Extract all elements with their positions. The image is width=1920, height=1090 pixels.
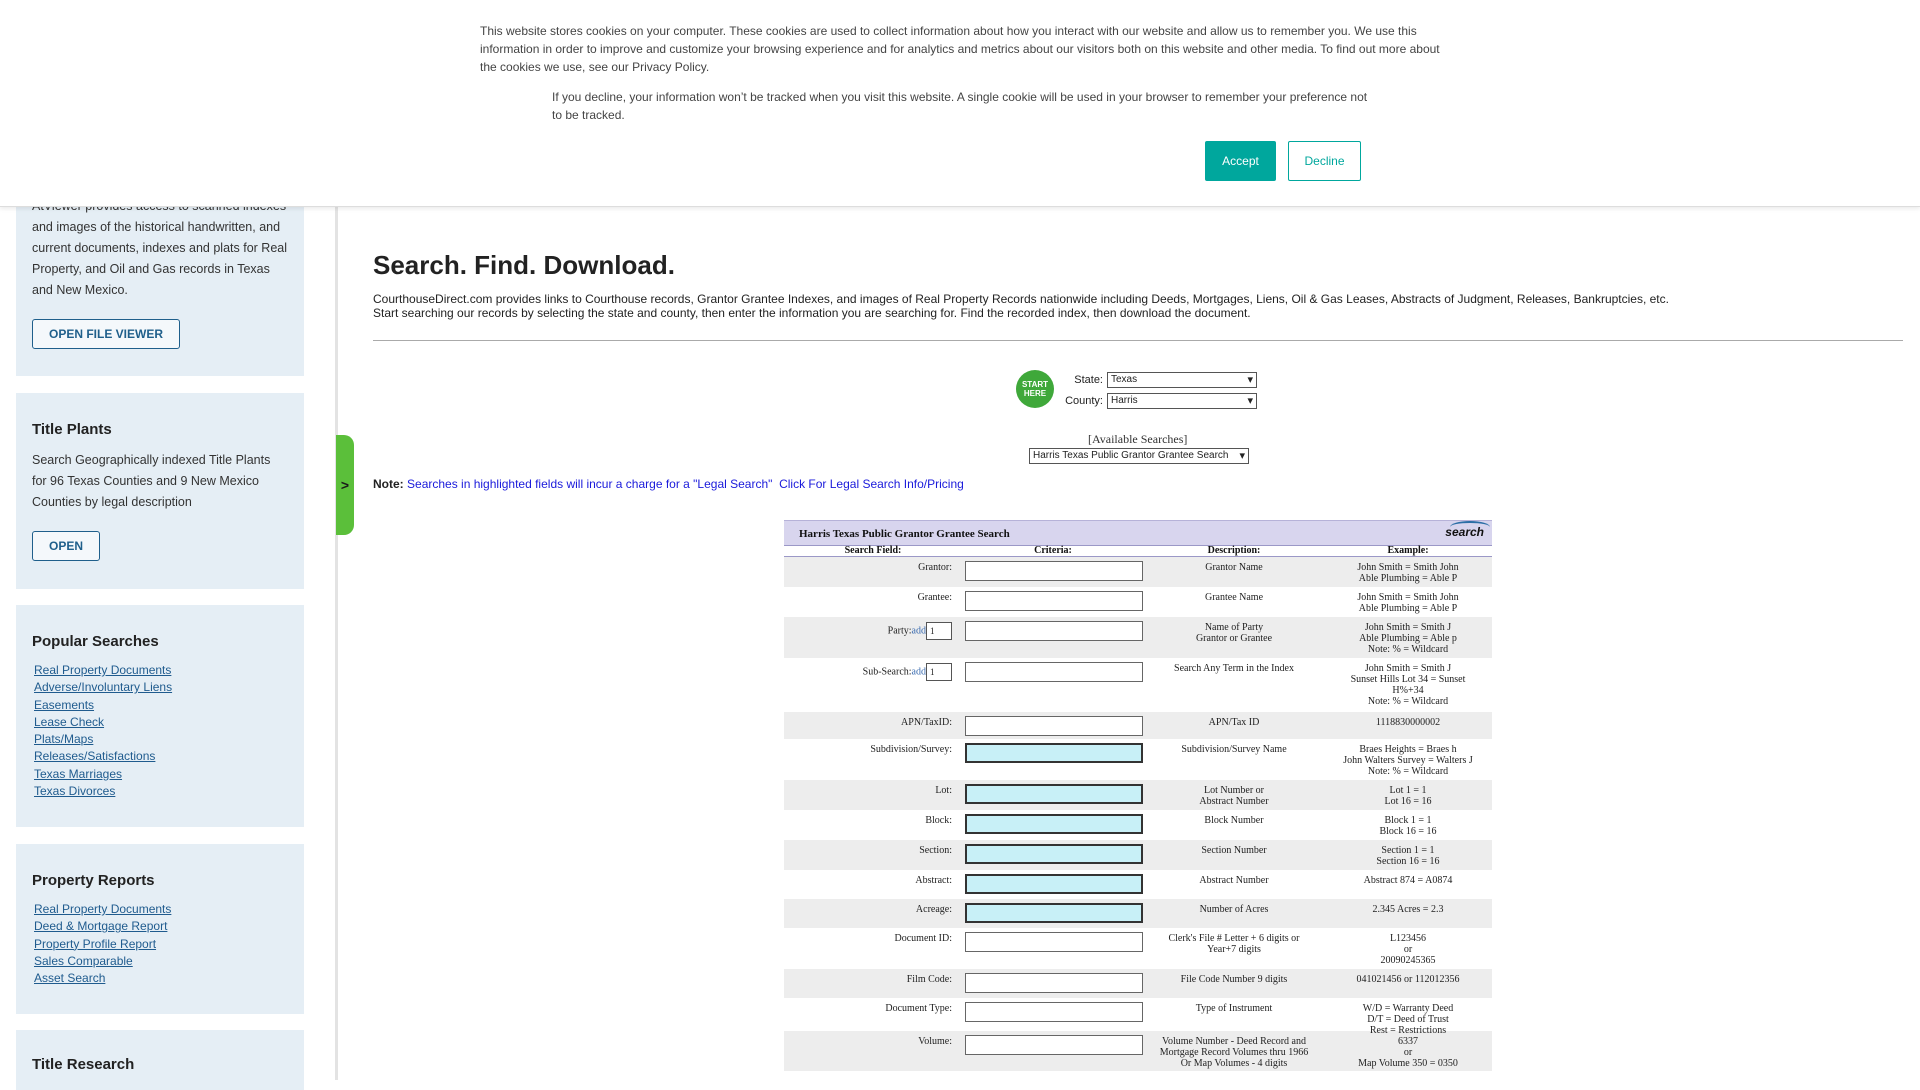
field-label: Abstract: xyxy=(915,875,952,886)
field-cell xyxy=(784,969,962,998)
state-row xyxy=(1063,372,1257,388)
note-text: Searches in highlighted fields will incur a charge for a "Legal Search" xyxy=(407,477,773,491)
field-cell xyxy=(784,557,962,587)
description-cell: Volume Number - Deed Record and Mortgage Record Volumes thru 1966 Or Map Volumes - 4 digits xyxy=(1159,1036,1309,1069)
example-cell: Section 1 = 1 Section 16 = 16 xyxy=(1376,845,1440,867)
table-row xyxy=(784,810,1492,840)
table-row xyxy=(784,840,1492,870)
example-cell: John Smith = Smith J Able Plumbing = Able p Note: % = Wildcard xyxy=(1359,622,1457,655)
popular-searches-heading: Popular Searches xyxy=(32,633,159,650)
table-row xyxy=(784,739,1492,780)
criteria-input[interactable] xyxy=(965,662,1143,682)
criteria-cell xyxy=(962,780,1144,810)
criteria-input[interactable] xyxy=(965,743,1143,763)
table-row xyxy=(784,712,1492,739)
available-searches-select[interactable]: Harris Texas Public Grantor Grantee Search ▾ xyxy=(1029,448,1249,464)
description-cell: Name of Party Grantor or Grantee xyxy=(1195,622,1273,644)
field-cell xyxy=(784,870,962,899)
example-cell: W/D = Warranty Deed D/T = Deed of Trust Rest = Restrictions xyxy=(1362,1003,1454,1036)
table-row xyxy=(784,998,1492,1036)
start-here-badge: START HERE xyxy=(1016,370,1054,408)
field-cell xyxy=(784,617,962,658)
criteria-cell xyxy=(962,840,1144,870)
field-cell xyxy=(784,658,962,712)
popular-link-plats-maps[interactable]: Plats/Maps xyxy=(34,732,94,747)
example-cell: John Smith = Smith John Able Plumbing = Able P xyxy=(1357,562,1459,584)
criteria-input[interactable] xyxy=(965,844,1143,864)
col-description: Description: xyxy=(1207,545,1261,556)
description-cell: Search Any Term in the Index xyxy=(1174,663,1294,674)
table-row xyxy=(784,1031,1492,1071)
intro-line-2: Start searching our records by selecting the state and county, then enter the information you are searching for. Find the recorded index, then download the document. xyxy=(373,306,1251,320)
criteria-input[interactable] xyxy=(965,1002,1143,1022)
field-label: Document Type: xyxy=(885,1003,952,1014)
criteria-input[interactable] xyxy=(965,932,1143,952)
table-row xyxy=(784,617,1492,658)
table-row xyxy=(784,870,1492,899)
search-table-columns xyxy=(784,545,1492,557)
field-cell xyxy=(784,712,962,739)
legal-search-note xyxy=(373,477,964,491)
table-row xyxy=(784,587,1492,617)
property-reports-panel xyxy=(16,844,304,1014)
example-cell: 2.345 Acres = 2.3 xyxy=(1372,904,1444,915)
criteria-cell xyxy=(962,739,1144,780)
example-cell: Lot 1 = 1 Lot 16 = 16 xyxy=(1384,785,1432,807)
example-cell: Block 1 = 1 Block 16 = 16 xyxy=(1379,815,1437,837)
criteria-cell xyxy=(962,810,1144,840)
table-row xyxy=(784,557,1492,587)
col-example: Example: xyxy=(1387,545,1429,556)
description-cell: APN/Tax ID xyxy=(1208,717,1260,728)
popular-searches-panel xyxy=(16,605,304,827)
field-label: Acreage: xyxy=(915,904,952,915)
criteria-cell xyxy=(962,617,1144,658)
title-plants-heading: Title Plants xyxy=(32,421,112,438)
table-row xyxy=(784,658,1492,712)
description-cell: Subdivision/Survey Name xyxy=(1181,744,1287,755)
report-link-asset-search[interactable]: Asset Search xyxy=(34,971,106,986)
open-file-viewer-button[interactable]: OPEN FILE VIEWER xyxy=(32,319,180,349)
criteria-cell xyxy=(962,658,1144,712)
table-row xyxy=(784,899,1492,928)
popular-link-divorces[interactable]: Texas Divorces xyxy=(34,784,116,799)
add-link[interactable]: add xyxy=(911,666,926,678)
page-title: Search. Find. Download. xyxy=(373,250,675,280)
field-label: APN/TaxID: xyxy=(901,717,952,728)
popular-link-easements[interactable]: Easements xyxy=(34,697,95,712)
criteria-cell xyxy=(962,870,1144,899)
sidebar-toggle-tab[interactable] xyxy=(336,435,354,535)
available-searches-select-wrap xyxy=(1029,447,1249,465)
criteria-input[interactable] xyxy=(965,874,1143,894)
criteria-cell xyxy=(962,712,1144,739)
description-cell: Section Number xyxy=(1201,845,1267,856)
field-cell xyxy=(784,810,962,840)
criteria-input[interactable] xyxy=(965,621,1143,641)
popular-link-real-property[interactable]: Real Property Documents xyxy=(34,663,172,677)
cookie-text: This website stores cookies on your computer. These cookies are used to collect information about how you interact with our website and allow us to remember you. We use this information in order to improve and customize your browsing experience and for analytics and metrics about our visitors both on this website and other media. To find out more about the cookies we use, see our Privacy Policy. xyxy=(480,24,1440,74)
cookie-banner xyxy=(0,0,1920,207)
count-input[interactable]: 1 xyxy=(926,663,952,681)
field-cell xyxy=(784,739,962,780)
field-label: Sub-Search: xyxy=(862,666,912,678)
popular-link-lease-check[interactable]: Lease Check xyxy=(34,714,105,729)
report-link-sales-comparable[interactable]: Sales Comparable xyxy=(34,953,133,968)
state-label: State: xyxy=(1074,373,1103,386)
criteria-input[interactable] xyxy=(965,561,1143,581)
search-table-header xyxy=(784,520,1492,545)
popular-link-liens[interactable]: Adverse/Involuntary Liens xyxy=(34,680,173,695)
field-label: Block: xyxy=(925,815,952,826)
field-label: Section: xyxy=(919,845,952,856)
example-cell: L123456 or 20090245365 xyxy=(1380,933,1436,966)
description-cell: Clerk's File # Letter + 6 digits or Year+7 digits xyxy=(1168,933,1300,955)
property-reports-heading: Property Reports xyxy=(32,872,155,889)
field-label: Lot: xyxy=(935,785,952,796)
title-plants-panel xyxy=(16,393,304,589)
search-table-rows xyxy=(784,557,1492,1071)
popular-link-releases[interactable]: Releases/Satisfactions xyxy=(34,749,156,764)
state-select[interactable]: Texas ▾ xyxy=(1107,372,1257,388)
viewer-description: and images of the historical handwritten, and current documents, indexes and plats for Real Property, and Oil and Gas records in Texas and New Mexico. xyxy=(32,220,287,297)
criteria-cell xyxy=(962,557,1144,587)
title-research-panel xyxy=(16,1030,304,1090)
criteria-cell xyxy=(962,1031,1144,1071)
example-cell: 1118830000002 xyxy=(1375,717,1441,728)
field-label: Film Code: xyxy=(906,974,952,985)
intro-text xyxy=(373,292,1903,320)
criteria-input[interactable] xyxy=(965,716,1143,736)
field-label: Subdivision/Survey: xyxy=(870,744,952,755)
decline-cookies-button[interactable]: Decline xyxy=(1288,141,1361,181)
field-cell xyxy=(784,928,962,969)
county-row xyxy=(1063,393,1257,409)
count-input[interactable]: 1 xyxy=(926,622,952,640)
col-criteria: Criteria: xyxy=(1034,545,1072,556)
criteria-input[interactable] xyxy=(965,591,1143,611)
criteria-cell xyxy=(962,899,1144,928)
criteria-input[interactable] xyxy=(965,814,1143,834)
divider xyxy=(373,340,1903,341)
field-cell xyxy=(784,587,962,617)
field-cell xyxy=(784,998,962,1031)
table-row xyxy=(784,928,1492,969)
title-plants-description: Search Geographically indexed Title Plants for 96 Texas Counties and 9 New Mexico Counties by legal description xyxy=(32,453,271,509)
description-cell: Lot Number or Abstract Number xyxy=(1199,785,1269,807)
county-select[interactable]: Harris ▾ xyxy=(1107,393,1257,409)
field-cell xyxy=(784,1031,962,1071)
open-title-plants-button[interactable]: OPEN xyxy=(32,531,100,561)
example-cell: Abstract 874 = A0874 xyxy=(1363,875,1453,886)
field-cell xyxy=(784,780,962,810)
example-cell: 041021456 or 112012356 xyxy=(1356,974,1460,985)
criteria-input[interactable] xyxy=(965,784,1143,804)
report-link-deed-mortgage[interactable]: Deed & Mortgage Report xyxy=(34,919,168,934)
criteria-input[interactable] xyxy=(965,1035,1143,1055)
table-row xyxy=(784,969,1492,998)
example-cell: Braes Heights = Braes h John Walters Survey = Walters J Note: % = Wildcard xyxy=(1343,744,1473,777)
search-table-title: Harris Texas Public Grantor Grantee Search xyxy=(799,528,1010,540)
description-cell: Block Number xyxy=(1204,815,1264,826)
criteria-cell xyxy=(962,928,1144,969)
field-label: Document ID: xyxy=(894,933,952,944)
report-link-property-profile[interactable]: Property Profile Report xyxy=(34,936,157,951)
field-label: Grantee: xyxy=(917,592,952,603)
description-cell: File Code Number 9 digits xyxy=(1180,974,1288,985)
county-label: County: xyxy=(1065,394,1103,407)
criteria-input[interactable] xyxy=(965,903,1143,923)
criteria-cell xyxy=(962,587,1144,617)
viewer-panel xyxy=(16,190,304,376)
example-cell: John Smith = Smith John Able Plumbing = Able P xyxy=(1357,592,1459,614)
description-cell: Grantor Name xyxy=(1205,562,1263,573)
add-link[interactable]: add xyxy=(911,625,926,637)
field-label: Party: xyxy=(887,625,912,637)
description-cell: Number of Acres xyxy=(1199,904,1269,915)
cookie-decline-text: If you decline, your information won’t be tracked when you visit this website. A single cookie will be used in your browser to remember your preference not to be tracked. xyxy=(552,90,1368,122)
popular-link-marriages[interactable]: Texas Marriages xyxy=(34,766,123,781)
criteria-input[interactable] xyxy=(965,973,1143,993)
description-cell: Abstract Number xyxy=(1199,875,1269,886)
criteria-cell xyxy=(962,969,1144,998)
report-link-real-property[interactable]: Real Property Documents xyxy=(34,902,172,916)
field-cell xyxy=(784,840,962,870)
example-cell: John Smith = Smith J Sunset Hills Lot 34 = Sunset H%+34 Note: % = Wildcard xyxy=(1350,663,1466,707)
criteria-cell xyxy=(962,998,1144,1031)
available-searches-label: [Available Searches] xyxy=(1088,432,1188,446)
description-cell: Grantee Name xyxy=(1204,592,1264,603)
field-label: Volume: xyxy=(918,1036,952,1047)
description-cell: Type of Instrument xyxy=(1195,1003,1273,1014)
table-row xyxy=(784,780,1492,810)
legal-search-info-link[interactable]: Click For Legal Search Info/Pricing xyxy=(779,477,964,491)
col-search-field: Search Field: xyxy=(844,545,902,556)
accept-cookies-button[interactable]: Accept xyxy=(1205,141,1276,181)
field-label: Grantor: xyxy=(918,562,952,573)
note-label: Note: xyxy=(373,477,404,491)
title-research-heading: Title Research xyxy=(32,1056,135,1073)
field-cell xyxy=(784,899,962,928)
search-table xyxy=(784,520,1492,1071)
example-cell: 6337 or Map Volume 350 = 0350 xyxy=(1358,1036,1458,1069)
search-button[interactable]: search xyxy=(1445,525,1484,539)
intro-line-1: CourthouseDirect.com provides links to Courthouse records, Grantor Grantee Indexes, and images of Real Property Records nationwide including Deeds, Mortgages, Liens, Oil & Gas Leases, Abstracts of Judgment, Releases, Bankruptcies, etc. xyxy=(373,292,1669,306)
chevron-right-icon: > xyxy=(340,477,350,493)
